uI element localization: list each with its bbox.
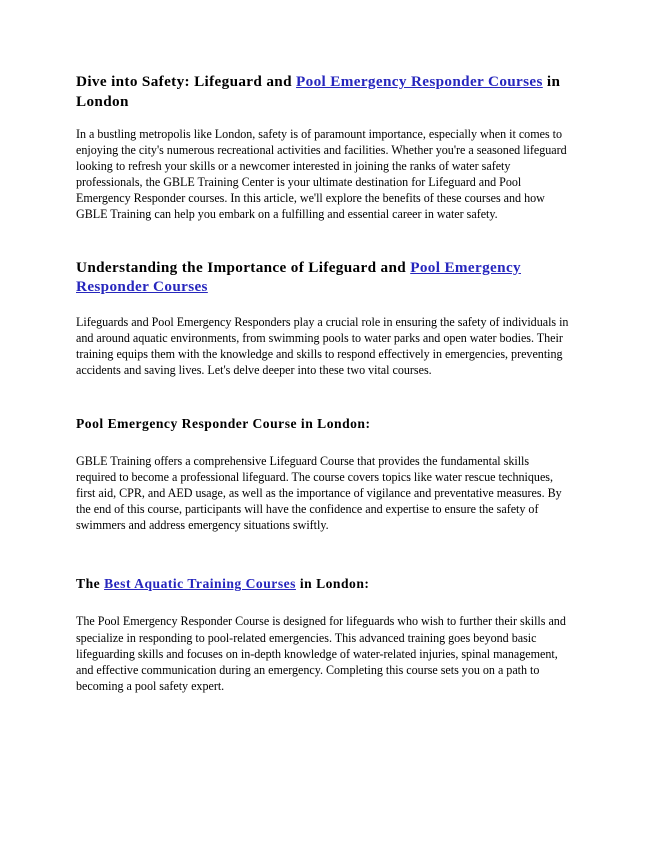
spacer bbox=[76, 111, 572, 126]
section-paragraph-4: The Pool Emergency Responder Course is designed for lifeguards who wish to further their skills and specialize in responding to pool-related emergencies. This advanced training goes beyond basic lifeguarding skills and focuses on in-depth knowledge of water-related injuries, spinal management, and effective communication during an emergency. Completing this course sets you on a path to becoming a pool safety expert. bbox=[76, 614, 566, 693]
section-paragraph-1: In a bustling metropolis like London, safety is of paramount importance, especially when it comes to enjoying the city's numerous recreational activities and facilities. Whether you're a seasoned lifeguard looking to refresh your skills or a newcomer interested in joining the ranks of water safety professionals, the GBLE Training Center is your ultimate destination for Lifeguard and Pool Emergency Responder courses. In this article, we'll explore the benefits of these courses and how GBLE Training can help you embark on a fulfilling and essential career in water safety. bbox=[76, 127, 567, 222]
spacer bbox=[76, 433, 572, 453]
spacer bbox=[76, 593, 572, 613]
heading-text-plain: The bbox=[76, 576, 105, 592]
heading-text-plain: Understanding the Importance of Lifeguard and bbox=[76, 258, 411, 276]
heading-link-pool-emergency-responder-courses[interactable]: Pool Emergency Responder Courses bbox=[296, 73, 543, 90]
section-heading-1 bbox=[76, 72, 572, 111]
spacer bbox=[76, 533, 572, 575]
spacer bbox=[76, 223, 572, 258]
heading-link-pool-emergency-responder-courses-2[interactable]: Pool Emergency Responder Courses bbox=[76, 258, 521, 296]
section-heading-4 bbox=[76, 575, 572, 593]
heading-text-plain-tail: in London bbox=[76, 73, 561, 110]
heading-text-plain: Pool Emergency Responder Course in London: bbox=[76, 415, 371, 431]
heading-text-plain-tail: in London: bbox=[295, 576, 370, 592]
spacer bbox=[76, 378, 572, 415]
section-heading-3 bbox=[76, 415, 572, 433]
document-body bbox=[76, 72, 572, 694]
spacer bbox=[76, 297, 572, 314]
section-paragraph-2: Lifeguards and Pool Emergency Responders play a crucial role in ensuring the safety of individuals in and around aquatic environments, from swimming pools to water parks and open water bodies. Their training equips them with the knowledge and skills to respond effectively in emergencies, preventing accidents and saving lives. Let's delve deeper into these two vital courses. bbox=[76, 314, 569, 377]
heading-text-plain: Dive into Safety: Lifeguard and bbox=[76, 73, 297, 90]
section-paragraph-3: GBLE Training offers a comprehensive Lifeguard Course that provides the fundamental skills required to become a professional lifeguard. The course covers topics like water rescue techniques, first aid, CPR, and AED usage, as well as the importance of vigilance and preventative measures. By the end of this course, participants will have the confidence and expertise to ensure the safety of swimmers and address emergency situations swiftly. bbox=[76, 453, 562, 533]
section-heading-2 bbox=[76, 258, 572, 297]
heading-link-best-aquatic-training-courses[interactable]: Best Aquatic Training Courses bbox=[104, 576, 296, 592]
